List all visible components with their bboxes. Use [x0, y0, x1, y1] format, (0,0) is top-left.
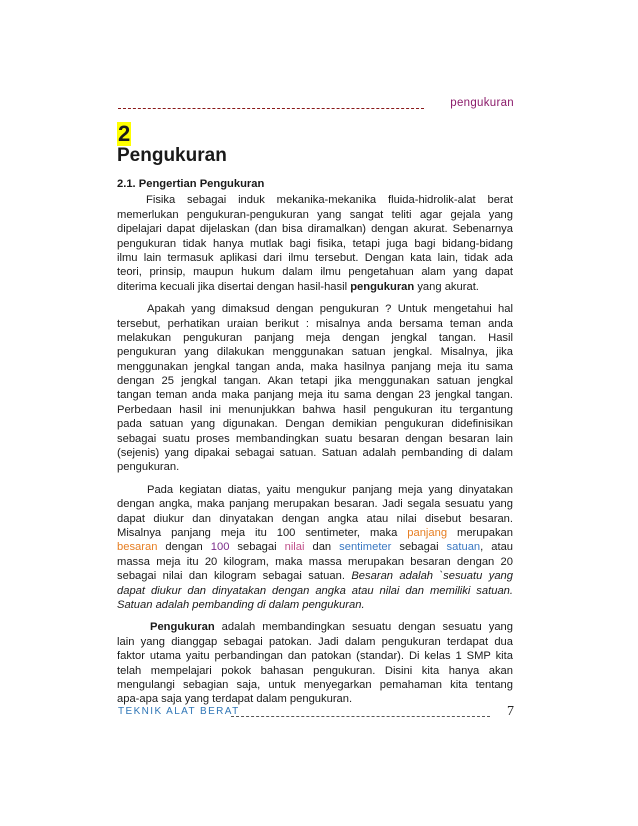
definition-text: dapat diukur dan dinyatakan dengan angka atau nilai dan memiliki satuan.	[117, 584, 513, 597]
text-run: sebagai	[391, 541, 447, 554]
paragraph-line: pengukuran.	[117, 461, 180, 474]
text-run: sebagai	[229, 541, 285, 554]
paragraph-line: pada satuan yang digunakan. Dengan demikian pengukuran didefinisikan	[117, 418, 513, 431]
paragraph-line: teori, prinsip, maupun hukum dalam ilmu pengetahuan alam yang dapat	[117, 266, 513, 279]
paragraph-line: lain yang dianggap sebagai patokan. Jadi dalam pengukuran terdapat dua	[117, 635, 513, 648]
paragraph-line: Apakah yang dimaksud dengan pengukuran ? Untuk mengetahui hal	[147, 303, 513, 316]
bold-term: pengukuran	[350, 280, 415, 293]
bold-term: Pengukuran	[150, 621, 215, 634]
paragraph-line: memerlukan pengukuran-pengukuran yang sangat teliti agar gejala yang	[117, 208, 513, 221]
paragraph-1	[117, 193, 513, 294]
text-run: dan	[304, 541, 340, 554]
paragraph-line: melakukan pengukuran panjang meja dengan jengkal tangan. Hasil	[117, 331, 513, 344]
page-number: 7	[507, 704, 514, 719]
paragraph-line: ilmu lain termasuk aplikasi dari ilmu tersebut. Dengan kata lain, tidak ada	[117, 251, 513, 264]
highlighted-term-panjang: panjang	[407, 527, 448, 539]
text-run: adalah membandingkan sesuatu dengan sesuatu yang	[214, 621, 513, 634]
paragraph-line	[117, 526, 513, 540]
paragraph-line: (sejenis) yang dipakai sebagai satuan. Satuan adalah pembanding di dalam	[117, 447, 513, 460]
text-run: merupakan	[447, 527, 513, 539]
definition-text: Satuan adalah pembanding di dalam pengukuran.	[117, 598, 365, 611]
highlighted-term-nilai: nilai	[284, 541, 305, 554]
definition-text: Besaran adalah `sesuatu yang	[351, 570, 513, 583]
text-run: , atau	[480, 541, 514, 554]
paragraph-line: pengukuran yang dilakukan menggunakan satuan jengkal. Misalnya, jika	[117, 346, 513, 359]
paragraph-line: tersebut, perhatikan uraian berikut : misalnya anda bersama teman anda	[117, 317, 513, 330]
paragraph-line: faktor utama yaitu perbandingan dan patokan (standar). Di kelas 1 SMP kita	[117, 650, 513, 663]
paragraph-line: dapat diukur dan dinyatakan dengan angka atau nilai disebut besaran.	[117, 512, 513, 525]
text-run: diterima kecuali jika disertai dengan hasil-hasil	[117, 280, 351, 293]
paragraph-line	[117, 584, 513, 598]
chapter-number: 2	[118, 121, 131, 146]
header-title: pengukuran	[450, 97, 514, 109]
paragraph-line: Pada kegiatan diatas, yaitu mengukur panjang meja yang dinyatakan	[147, 483, 513, 496]
paragraph-line: Perbedaan hasil ini menunjukkan bahwa hasil pengukuran itu tergantung	[117, 403, 513, 416]
paragraph-line	[117, 280, 513, 294]
paragraph-line: dengan angka, maka panjang merupakan besaran. Jadi segala sesuatu yang	[117, 498, 513, 511]
paragraph-line: sebagai suatu proses membandingkan suatu besaran dengan besaran lain	[117, 432, 513, 445]
page-footer	[118, 705, 514, 721]
paragraph-line: massa meja itu 20 kilogram, maka massa merupakan besaran dengan 20	[117, 555, 513, 568]
text-run: sebagai nilai dan kilogram sebagai satuan.	[117, 570, 352, 583]
paragraph-line	[117, 540, 513, 554]
page-body	[117, 177, 513, 715]
paragraph-line: apa-apa saja yang terdapat dalam pengukuran.	[117, 693, 353, 706]
paragraph-line	[117, 598, 513, 612]
text-run: Misalnya panjang meja itu 100 sentimeter, maka	[117, 527, 408, 539]
paragraph-line: telah mempelajari pokok bahasan pengukuran. Disini kita hanya akan	[117, 664, 513, 677]
paragraph-line: Fisika sebagai induk mekanika-mekanika fluida-hidrolik-alat berat	[146, 194, 513, 207]
chapter-title: Pengukuran	[117, 145, 227, 166]
paragraph-line: mengulangi sebagian saja, untuk menyegarkan pemahaman kita tentang	[117, 678, 513, 691]
text-run: dengan	[157, 541, 211, 554]
footer-rule	[231, 716, 490, 717]
paragraph-3	[117, 483, 513, 613]
paragraph-line: tangan teman anda maka panjang meja itu sama dengan 23 jengkal tangan.	[117, 389, 513, 402]
paragraph-line: menggunakan jengkal tangan anda, maka hasilnya panjang meja itu sama	[117, 360, 513, 373]
highlighted-term-besaran: besaran	[117, 541, 158, 554]
page-header	[118, 97, 514, 113]
paragraph-line: pengukuran tidak hanya mutlak bagi fisika, tetapi juga bagi bidang-bidang	[117, 237, 513, 250]
footer-label: TEKNIK ALAT BERAT	[118, 706, 240, 717]
paragraph-2	[117, 302, 513, 475]
paragraph-line: dengan 25 jengkal tangan. Akan tetapi jika menggunakan satuan jengkal	[117, 375, 513, 388]
highlighted-term-sentimeter: sentimeter	[339, 541, 392, 554]
paragraph-line	[117, 620, 513, 634]
highlighted-term-satuan: satuan	[446, 541, 481, 554]
highlighted-term-100: 100	[210, 541, 230, 554]
paragraph-line: dipelajari dapat dijelaskan (dan bisa diramalkan) dengan akurat. Sebenarnya	[117, 223, 513, 236]
paragraph-line	[117, 569, 513, 583]
header-rule	[118, 108, 424, 109]
text-run: yang akurat.	[414, 280, 479, 293]
paragraph-4	[117, 620, 513, 706]
section-heading: 2.1. Pengertian Pengukuran	[117, 178, 265, 190]
